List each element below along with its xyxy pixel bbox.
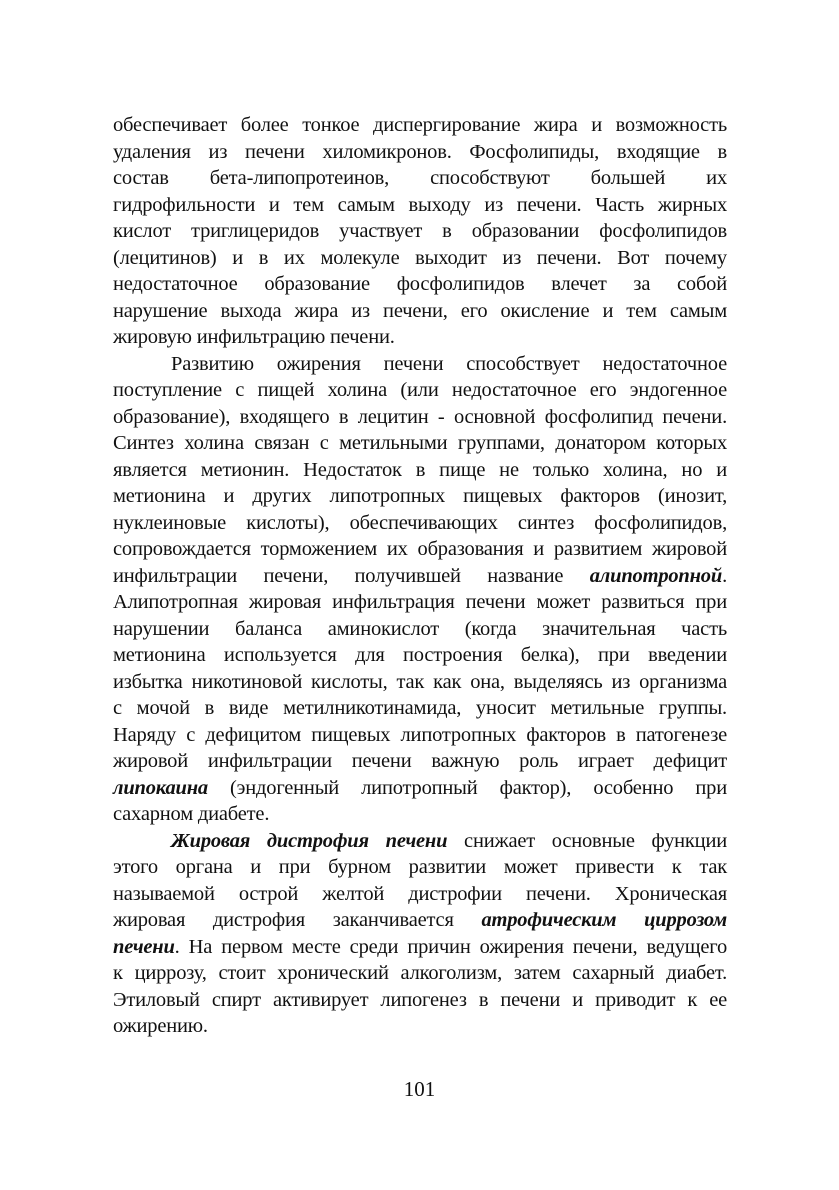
text-segment: снижает основные функции [447, 829, 727, 852]
text-line: образование), входящего в лецитин - основной фосфолипид печени. [113, 405, 727, 428]
text-line: метионина используется для построения белка), при введении [113, 644, 727, 666]
text-line: ожирению. [113, 1015, 208, 1037]
page-number: 101 [403, 1077, 436, 1101]
text-segment: (эндогенный липотропный фактор), особенно при [207, 776, 727, 799]
text-line: (лецитинов) и в их молекуле выходит из печени. Вот почему [113, 246, 727, 269]
emphasized-term: алипотропной [589, 564, 723, 587]
text-line: нуклеиновые кислоты), обеспечивающих синтез фосфолипидов, [113, 511, 727, 534]
emphasized-term: атрофическим циррозом [481, 909, 727, 931]
text-line: Алипотропная жировая инфильтрация печени может развиться при [113, 591, 727, 613]
text-line: кислот триглицеридов участвует в образовании фосфолипидов [113, 220, 727, 242]
text-line: метионина и других липотропных пищевых факторов (инозит, [113, 485, 727, 507]
paragraph-3 [113, 828, 727, 1040]
text-line: жировую инфильтрацию печени. [113, 326, 395, 348]
text-line: обеспечивает более тонкое диспергирование жира и возможность [113, 114, 727, 136]
text-segment: жировая дистрофия заканчивается [113, 909, 482, 931]
text-line: сопровождается торможением их образования и развитием жировой [113, 538, 727, 560]
text-line: удаления из печени хиломикронов. Фосфолипиды, входящие в [113, 140, 727, 163]
text-line: жировой инфильтрации печени важную роль играет дефицит [113, 750, 727, 772]
text-line: гидрофильности и тем самым выходу из печени. Часть жирных [113, 193, 727, 216]
text-line: сахарном диабете. [113, 803, 270, 825]
text-line [113, 563, 727, 590]
text-segment: . [722, 564, 727, 587]
text-line [113, 907, 727, 934]
text-line: Наряду с дефицитом пищевых липотропных факторов в патогенезе [113, 723, 727, 746]
text-line: поступление с пищей холина (или недостаточное его эндогенное [113, 379, 727, 401]
text-line: является метионин. Недостаток в пище не только холина, но и [113, 458, 727, 481]
text-line: этого органа и при бурном развитии может привести к так [113, 856, 727, 878]
text-segment: . На первом месте среди причин ожирения печени, ведущего [174, 935, 727, 958]
text-line: с мочой в виде метилникотинамида, уносит метильные группы. [113, 697, 727, 719]
text-line: нарушение выхода жира из печени, его окисление и тем самым [113, 299, 727, 322]
emphasized-term: Жировая дистрофия печени [171, 829, 448, 852]
page-body [113, 112, 727, 1040]
text-line: к циррозу, стоит хронический алкоголизм, затем сахарный диабет. [113, 962, 727, 984]
text-line: Развитию ожирения печени способствует недостаточное [171, 352, 727, 375]
text-line: Этиловый спирт активирует липогенез в печени и приводит к ее [113, 988, 727, 1011]
paragraph-2 [113, 351, 727, 828]
text-segment: инфильтрации печени, получившей название [113, 564, 590, 587]
text-line: состав бета-липопротеинов, способствуют большей их [113, 167, 727, 189]
paragraph-1 [113, 112, 727, 351]
text-line: нарушении баланса аминокислот (когда значительная часть [113, 617, 727, 640]
emphasized-term: печени [113, 935, 175, 958]
text-line: называемой острой желтой дистрофии печени. Хроническая [113, 882, 727, 905]
text-line: избытка никотиновой кислоты, так как она, выделяясь из организма [113, 670, 727, 693]
text-line [113, 828, 727, 855]
text-line [113, 934, 727, 961]
text-line: Синтез холина связан с метильными группами, донатором которых [113, 432, 727, 454]
text-line [113, 775, 727, 802]
emphasized-term: липокаина [113, 776, 208, 799]
text-line: недостаточное образование фосфолипидов влечет за собой [113, 273, 727, 295]
